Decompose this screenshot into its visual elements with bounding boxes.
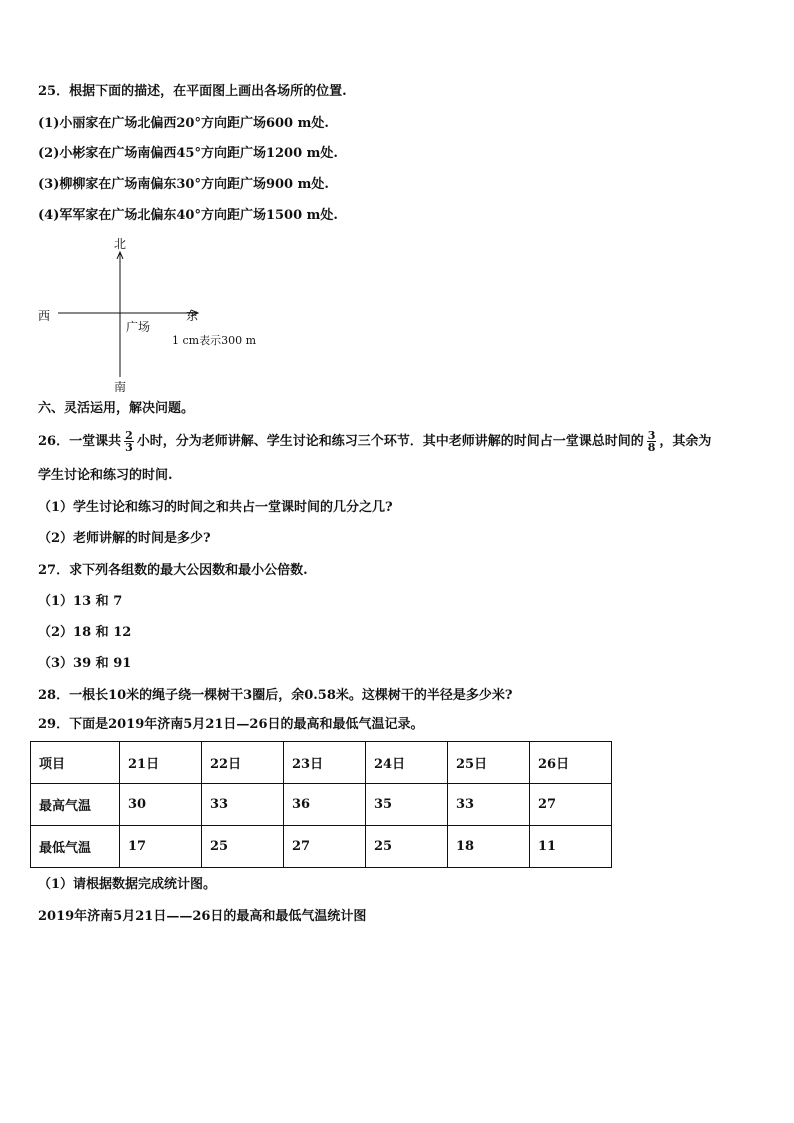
q27-title: 27．求下列各组数的最大公因数和最小公倍数. [38,563,308,578]
table-cell: 27 [530,784,612,826]
q29-sub-1: （1）请根据数据完成统计图。 [38,877,217,892]
q25-item-2: (2)小彬家在广场南偏西45°方向距广场1200 m处. [38,146,338,161]
fraction-two-thirds [124,430,134,453]
q27-item-2: （2）18 和 12 [38,625,132,640]
compass-diagram [30,232,290,398]
q26-line-2: 学生讨论和练习的时间. [38,468,173,483]
q25-item-3: (3)柳柳家在广场南偏东30°方向距广场900 m处. [38,177,329,192]
table-cell: 23日 [284,742,366,784]
q26-line-1 [38,428,711,456]
table-cell: 24日 [366,742,448,784]
q25-title: 25．根据下面的描述，在平面图上画出各场所的位置. [38,84,347,99]
table-cell: 项目 [31,742,120,784]
q28-text: 28．一根长10米的绳子绕一棵树干3圈后，余0.58米。这棵树干的半径是多少米? [38,688,513,703]
table-cell: 27 [284,826,366,868]
section-6-heading: 六、灵活运用，解决问题。 [38,401,195,416]
table-cell: 22日 [202,742,284,784]
table-row [31,826,612,868]
table-cell: 25 [366,826,448,868]
table-cell: 35 [366,784,448,826]
table-row [31,784,612,826]
table-cell: 18 [448,826,530,868]
table-cell: 26日 [530,742,612,784]
west-label: 西 [38,309,51,323]
table-cell: 最高气温 [31,784,120,826]
temperature-table [30,741,612,868]
center-label: 广场 [126,320,151,334]
q27-item-3: （3）39 和 91 [38,656,132,671]
q26-sub-2: （2）老师讲解的时间是多少? [38,531,211,546]
table-cell: 25日 [448,742,530,784]
q26-prefix: 26．一堂课共 [38,434,122,449]
table-cell: 21日 [120,742,202,784]
q29-title: 29．下面是2019年济南5月21日—26日的最高和最低气温记录。 [38,717,424,732]
fraction-denominator: 8 [647,441,656,454]
south-label: 南 [114,380,127,394]
table-header-row [31,742,612,784]
q26-middle: 小时，分为老师讲解、学生讨论和练习三个环节．其中老师讲解的时间占一堂课总时间的 [136,434,644,449]
q25-item-4: (4)军军家在广场北偏东40°方向距广场1500 m处. [38,208,338,223]
table-cell: 11 [530,826,612,868]
q25-item-1: (1)小丽家在广场北偏西20°方向距广场600 m处. [38,116,329,131]
north-label: 北 [114,237,127,251]
fraction-denominator: 3 [125,441,133,454]
table-cell: 17 [120,826,202,868]
east-label: 东 [186,309,199,323]
chart-title: 2019年济南5月21日——26日的最高和最低气温统计图 [38,909,367,924]
table-cell: 33 [202,784,284,826]
table-cell: 33 [448,784,530,826]
fraction-three-eighths [647,430,657,453]
table-cell: 30 [120,784,202,826]
table-cell: 36 [284,784,366,826]
compass-axes [30,232,290,398]
scale-label: 1 cm表示300 m [172,334,257,347]
q26-suffix: ，其余为 [659,434,712,449]
q27-item-1: （1）13 和 7 [38,594,123,609]
table-cell: 25 [202,826,284,868]
q26-sub-1: （1）学生讨论和练习的时间之和共占一堂课时间的几分之几? [38,500,393,515]
fraction-numerator: 2 [125,429,133,442]
table-cell: 最低气温 [31,826,120,868]
fraction-numerator: 3 [647,429,656,442]
